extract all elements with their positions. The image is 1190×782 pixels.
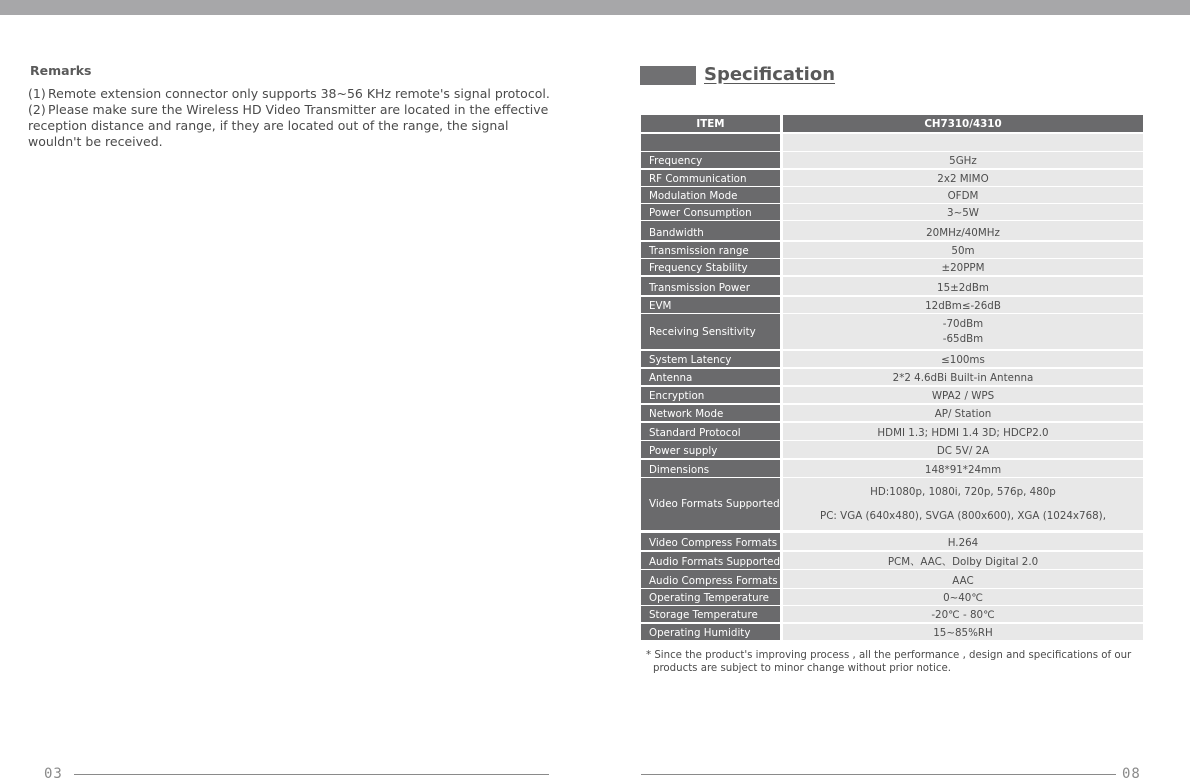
spec-value [783, 170, 1143, 186]
spec-value-line: -20℃ - 80℃ [931, 609, 995, 621]
spec-value-line: ≤100ms [941, 354, 985, 366]
spec-row [641, 606, 1143, 622]
spec-row [641, 478, 1143, 530]
spec-row [641, 423, 1143, 440]
spec-value [783, 423, 1143, 440]
page-number-left: 03 [44, 766, 63, 782]
remark-number: (1) [28, 86, 46, 101]
spec-value-line: 20MHz/40MHz [926, 227, 1000, 239]
spec-row [641, 277, 1143, 295]
spec-value [783, 552, 1143, 569]
note-line: * Since the product's improving process , all the performance , design and specifications of our [646, 650, 1132, 661]
remarks-list [28, 86, 588, 150]
footer-rule-left [74, 774, 549, 775]
spec-label: Modulation Mode [641, 187, 780, 203]
spec-label: Video Compress Formats [641, 533, 780, 550]
spec-value [783, 314, 1143, 349]
spec-value [783, 221, 1143, 240]
spec-value-line: HDMI 1.3; HDMI 1.4 3D; HDCP2.0 [877, 427, 1049, 439]
spec-value-line: 3~5W [947, 207, 979, 219]
spec-row [641, 314, 1143, 349]
spec-label: Video Formats Supported [641, 478, 780, 530]
spec-label: Receiving Sensitivity [641, 314, 780, 349]
spec-label: Power supply [641, 441, 780, 458]
remark-text-continued: wouldn't be received. [28, 134, 163, 149]
spec-label: Audio Formats Supported [641, 552, 780, 569]
remark-text-continued: reception distance and range, if they are located out of the range, the signal [28, 118, 509, 133]
remark-number: (2) [28, 102, 46, 117]
spec-row [641, 589, 1143, 605]
spec-label: RF Communication [641, 170, 780, 186]
spec-label: Dimensions [641, 460, 780, 477]
spec-label: Standard Protocol [641, 423, 780, 440]
spec-value [783, 478, 1143, 530]
spec-label: EVM [641, 297, 780, 313]
spec-title: Specification [704, 64, 836, 85]
spec-label [641, 134, 780, 151]
footer-rule-right [641, 774, 1116, 775]
spec-label: Frequency [641, 152, 780, 168]
spec-value [783, 606, 1143, 622]
spec-value-line: HD:1080p, 1080i, 720p, 576p, 480p [870, 486, 1056, 498]
spec-value-line: 50m [951, 245, 975, 257]
spec-value [783, 134, 1143, 151]
spec-value-line: AAC [952, 575, 974, 587]
spec-row [641, 259, 1143, 275]
header-model: CH7310/4310 [783, 115, 1143, 132]
spec-label: Operating Humidity [641, 624, 780, 640]
spec-value [783, 405, 1143, 421]
spec-value-line: AP/ Station [934, 408, 992, 420]
spec-label: Network Mode [641, 405, 780, 421]
spec-value-line: 2*2 4.6dBi Built-in Antenna [892, 372, 1034, 384]
spec-value [783, 242, 1143, 258]
spec-value [783, 441, 1143, 458]
remark-text: Please make sure the Wireless HD Video Transmitter are located in the effective [48, 102, 549, 117]
spec-label: Antenna [641, 369, 780, 385]
spec-label: Transmission range [641, 242, 780, 258]
spec-value [783, 533, 1143, 550]
spec-value-line: 148*91*24mm [924, 464, 1002, 476]
spec-value-line: WPA2 / WPS [931, 390, 995, 402]
spec-value [783, 259, 1143, 275]
spec-value-line: 0~40℃ [943, 592, 983, 604]
spec-value-line: OFDM [947, 190, 979, 202]
remark-text: Remote extension connector only supports 38~56 KHz remote's signal protocol. [48, 86, 550, 101]
spec-value-line: ±20PPM [941, 262, 985, 274]
spec-value-line: PCM、AAC、Dolby Digital 2.0 [887, 556, 1039, 568]
spec-label: Frequency Stability [641, 259, 780, 275]
spec-row [641, 187, 1143, 203]
spec-label: Storage Temperature [641, 606, 780, 622]
spec-row [641, 351, 1143, 367]
spec-row [641, 242, 1143, 258]
spec-value [783, 570, 1143, 588]
spec-row [641, 297, 1143, 313]
spec-value [783, 624, 1143, 640]
remark-item [28, 102, 588, 118]
spec-row [641, 369, 1143, 385]
spec-label: Power Consumption [641, 204, 780, 220]
top-bar [0, 0, 1190, 15]
spec-value-line: 15±2dBm [937, 282, 989, 294]
spec-label: Transmission Power [641, 277, 780, 295]
spec-value [783, 369, 1143, 385]
page-number-right: 08 [1122, 766, 1141, 782]
spec-row [641, 152, 1143, 168]
spec-value [783, 589, 1143, 605]
spec-row [641, 570, 1143, 588]
spec-label: System Latency [641, 351, 780, 367]
spec-value [783, 187, 1143, 203]
spec-row [641, 387, 1143, 403]
spec-row [641, 405, 1143, 421]
spec-row [641, 552, 1143, 569]
spec-value-line: -65dBm [942, 333, 984, 346]
spec-row [641, 134, 1143, 151]
spec-label: Audio Compress Formats [641, 570, 780, 588]
spec-label: Encryption [641, 387, 780, 403]
spec-row [641, 441, 1143, 458]
spec-header-row [641, 115, 1143, 132]
spec-row [641, 624, 1143, 640]
header-item: ITEM [641, 115, 780, 132]
spec-value-line: 2x2 MIMO [937, 173, 989, 185]
spec-value-line: 5GHz [949, 155, 977, 167]
spec-note [646, 649, 1156, 675]
spec-value-line: H.264 [947, 537, 979, 549]
spec-value [783, 460, 1143, 477]
spec-value-line: -70dBm [942, 317, 984, 330]
spec-value-line: 12dBm≤-26dB [925, 300, 1001, 312]
spec-value [783, 297, 1143, 313]
spec-value [783, 204, 1143, 220]
remark-item [28, 86, 588, 102]
spec-label: Bandwidth [641, 221, 780, 240]
spec-title-block [640, 66, 696, 85]
spec-row [641, 460, 1143, 477]
spec-row [641, 533, 1143, 550]
spec-value-line: 15~85%RH [933, 627, 993, 639]
spec-value-line: PC: VGA (640x480), SVGA (800x600), XGA (1024x768), [820, 510, 1106, 522]
spec-row [641, 221, 1143, 240]
note-line: products are subject to minor change without prior notice. [653, 663, 951, 674]
spec-value [783, 152, 1143, 168]
spec-label: Operating Temperature [641, 589, 780, 605]
spec-value [783, 277, 1143, 295]
spec-value-line: DC 5V/ 2A [936, 445, 990, 457]
spec-value [783, 351, 1143, 367]
spec-row [641, 170, 1143, 186]
spec-value [783, 387, 1143, 403]
remarks-title: Remarks [30, 63, 92, 78]
spec-row [641, 204, 1143, 220]
